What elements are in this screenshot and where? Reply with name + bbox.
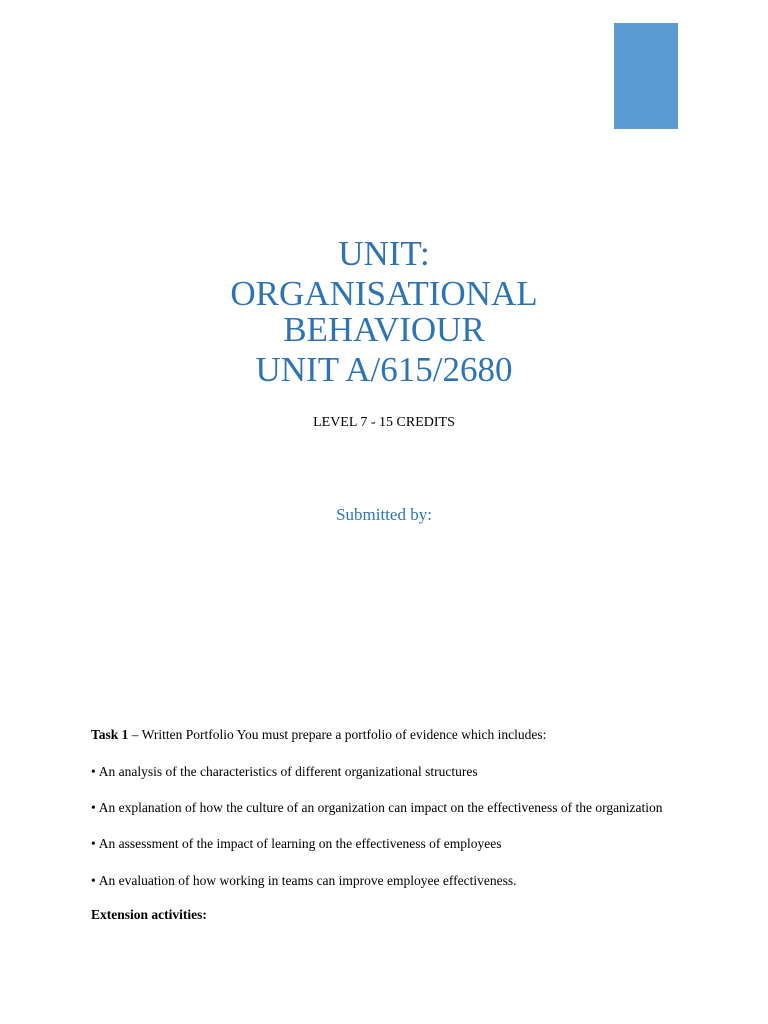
bullet-icon: • [91,764,96,779]
list-item [91,799,663,817]
task-intro-text: – Written Portfolio You must prepare a portfolio of evidence which includes: [128,727,547,742]
extension-activities-heading: Extension activities: [91,907,207,922]
bullet-text: An analysis of the characteristics of different organizational structures [98,764,478,779]
bullet-icon: • [91,836,96,851]
title-line-unit-code: UNIT A/615/2680 [255,350,513,389]
bullet-icon: • [91,873,96,888]
level-credits-subtitle: LEVEL 7 - 15 CREDITS [313,415,455,430]
title-line-behaviour: BEHAVIOUR [283,310,485,349]
list-item [91,763,478,781]
title-line-unit: UNIT: [338,234,430,273]
list-item [91,835,502,853]
list-item [91,872,516,890]
bullet-text: An evaluation of how working in teams can improve employee effectiveness. [98,873,517,888]
cover-title [0,232,768,392]
title-line-organisational: ORGANISATIONAL [230,274,538,313]
decorative-accent-block [614,23,678,129]
bullet-text: An explanation of how the culture of an organization can impact on the effectiveness of the organization [98,800,663,815]
bullet-icon: • [91,800,96,815]
bullet-text: An assessment of the impact of learning on the effectiveness of employees [98,836,502,851]
submitted-by-label: Submitted by: [336,505,432,524]
task-label: Task 1 [91,727,129,742]
task-intro [91,726,546,744]
